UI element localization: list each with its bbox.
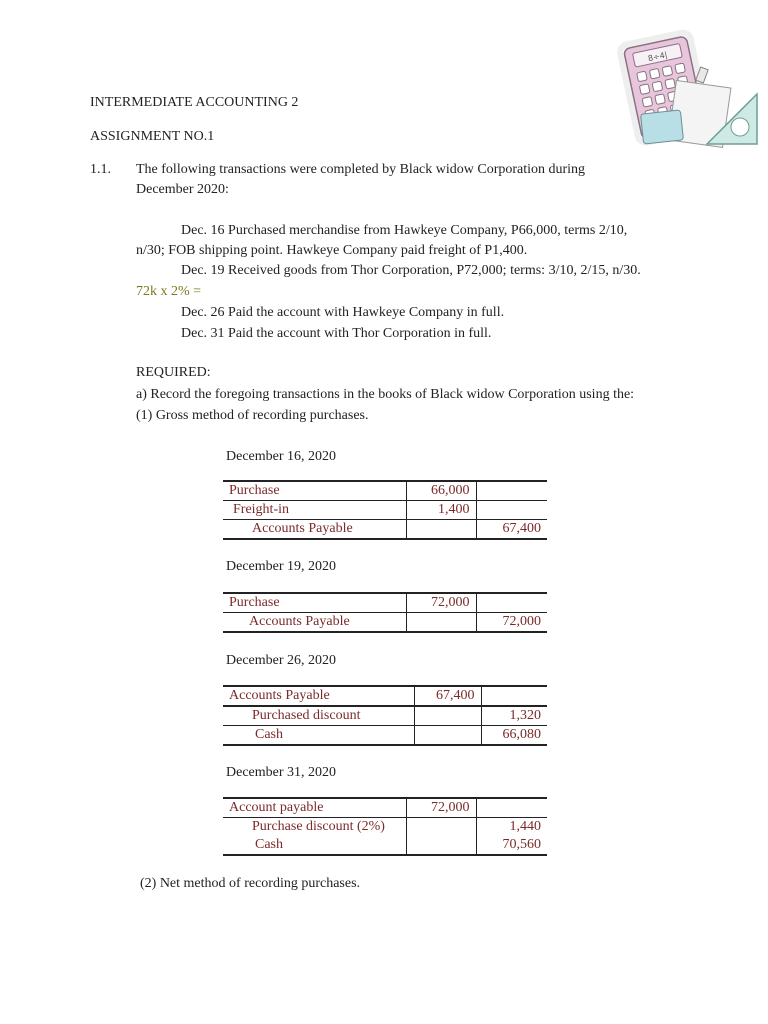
debit-amount: 67,400 bbox=[414, 686, 481, 706]
required-line-a: a) Record the foregoing transactions in the books of Black widow Corporation using the: bbox=[136, 387, 635, 402]
account-name: Account payable bbox=[223, 798, 406, 818]
table-row bbox=[223, 836, 547, 855]
table-row bbox=[223, 520, 547, 540]
account-name: Cash bbox=[223, 836, 406, 855]
calculator-ruler-sticker-icon bbox=[612, 24, 762, 164]
course-title: INTERMEDIATE ACCOUNTING 2 bbox=[90, 95, 299, 110]
credit-amount bbox=[476, 798, 547, 818]
account-name: Purchased discount bbox=[223, 706, 414, 726]
credit-amount bbox=[476, 501, 547, 520]
required-title: REQUIRED: bbox=[136, 365, 211, 380]
table-row bbox=[223, 481, 547, 501]
entry-date: December 19, 2020 bbox=[226, 559, 337, 574]
debit-amount bbox=[406, 836, 476, 855]
entry-date: December 16, 2020 bbox=[226, 449, 337, 464]
credit-amount: 72,000 bbox=[476, 613, 547, 633]
transaction-dec19: Dec. 19 Received goods from Thor Corporation, P72,000; terms: 3/10, 2/15, n/30. bbox=[181, 263, 641, 278]
table-row bbox=[223, 706, 547, 726]
credit-amount bbox=[481, 686, 547, 706]
debit-amount: 72,000 bbox=[406, 593, 476, 613]
table-row bbox=[223, 593, 547, 613]
table-row bbox=[223, 818, 547, 837]
journal-entry-table bbox=[223, 797, 547, 856]
credit-amount: 67,400 bbox=[476, 520, 547, 540]
journal-entry-table bbox=[223, 592, 547, 633]
table-row bbox=[223, 613, 547, 633]
account-name: Purchase discount (2%) bbox=[223, 818, 406, 837]
assignment-title: ASSIGNMENT NO.1 bbox=[90, 129, 215, 144]
transaction-dec16-line1: Dec. 16 Purchased merchandise from Hawkeye Company, P66,000, terms 2/10, bbox=[181, 223, 628, 238]
debit-amount bbox=[414, 706, 481, 726]
debit-amount bbox=[406, 613, 476, 633]
entry-date: December 31, 2020 bbox=[226, 765, 337, 780]
problem-intro-line1: The following transactions were completed by Black widow Corporation during bbox=[136, 162, 586, 177]
credit-amount: 70,560 bbox=[476, 836, 547, 855]
credit-amount: 1,440 bbox=[476, 818, 547, 837]
debit-amount bbox=[406, 520, 476, 540]
problem-number: 1.1. bbox=[90, 162, 111, 177]
table-row bbox=[223, 726, 547, 746]
transaction-dec31: Dec. 31 Paid the account with Thor Corporation in full. bbox=[181, 326, 492, 341]
table-row bbox=[223, 501, 547, 520]
required-line-2: (2) Net method of recording purchases. bbox=[140, 876, 361, 891]
account-name: Cash bbox=[223, 726, 414, 746]
debit-amount: 66,000 bbox=[406, 481, 476, 501]
required-line-1: (1) Gross method of recording purchases. bbox=[136, 408, 369, 423]
account-name: Accounts Payable bbox=[223, 613, 406, 633]
table-row bbox=[223, 798, 547, 818]
debit-amount bbox=[414, 726, 481, 746]
credit-amount bbox=[476, 593, 547, 613]
account-name: Purchase bbox=[223, 593, 406, 613]
journal-entry-table bbox=[223, 480, 547, 540]
credit-amount: 66,080 bbox=[481, 726, 547, 746]
journal-entry-table bbox=[223, 685, 547, 746]
calculator-display-text: 8÷4| bbox=[647, 50, 669, 64]
account-name: Freight-in bbox=[223, 501, 406, 520]
credit-amount: 1,320 bbox=[481, 706, 547, 726]
transaction-dec26: Dec. 26 Paid the account with Hawkeye Company in full. bbox=[181, 305, 505, 320]
problem-intro-line2: December 2020: bbox=[136, 182, 229, 197]
debit-amount: 72,000 bbox=[406, 798, 476, 818]
credit-amount bbox=[476, 481, 547, 501]
debit-amount: 1,400 bbox=[406, 501, 476, 520]
handwritten-note: 72k x 2% = bbox=[136, 284, 202, 299]
entry-date: December 26, 2020 bbox=[226, 653, 337, 668]
table-row bbox=[223, 686, 547, 706]
transaction-dec16-line2: n/30; FOB shipping point. Hawkeye Company paid freight of P1,400. bbox=[136, 243, 528, 258]
debit-amount bbox=[406, 818, 476, 837]
account-name: Accounts Payable bbox=[223, 520, 406, 540]
account-name: Accounts Payable bbox=[223, 686, 414, 706]
account-name: Purchase bbox=[223, 481, 406, 501]
